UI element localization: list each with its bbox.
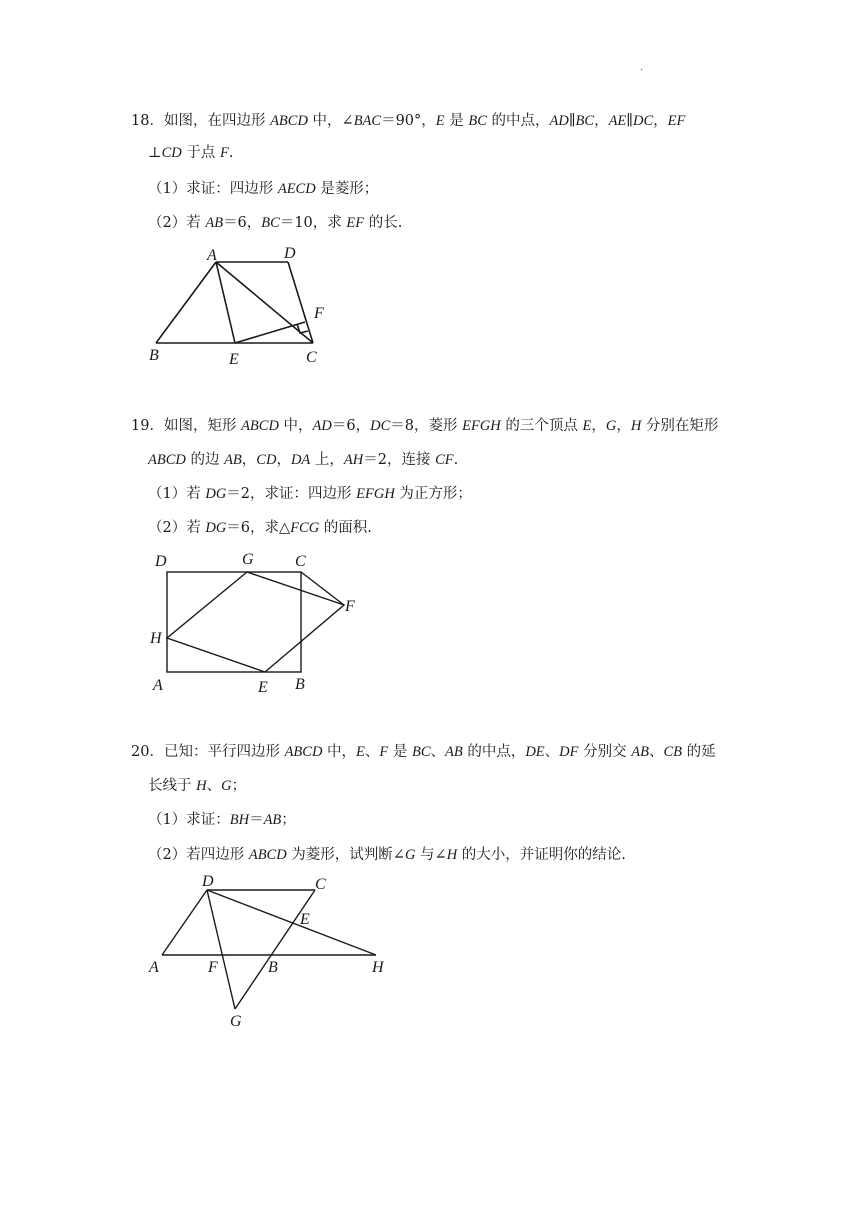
q18-label-a: A xyxy=(207,247,217,264)
q19-label-g: G xyxy=(242,551,254,568)
q18-label-e: E xyxy=(229,351,239,368)
q18-part-1: （1）求证：四边形 AECD 是菱形； xyxy=(148,181,379,197)
q19-label-a: A xyxy=(153,677,163,694)
q20-label-d: D xyxy=(202,873,214,890)
q19-part-1: （1）若 DG＝2，求证：四边形 EFGH 为正方形； xyxy=(148,486,472,502)
q20-segment-cg xyxy=(235,890,315,1009)
q19-label-d: D xyxy=(155,553,167,570)
q19-label-h: H xyxy=(150,630,162,647)
q19-line-1: 19．如图，矩形 ABCD 中，AD＝6，DC＝8，菱形 EFGH 的三个顶点 E，G，H 分别在矩形 xyxy=(131,418,719,434)
q20-label-a: A xyxy=(149,959,159,976)
q20-segment-ad xyxy=(162,890,207,955)
q19-label-c: C xyxy=(295,553,306,570)
q18-label-b: B xyxy=(149,347,159,364)
q20-label-f: F xyxy=(208,959,218,976)
q20-line-1: 20．已知：平行四边形 ABCD 中，E、F 是 BC、AB 的中点，DE、DF 分别交 AB、CB 的延 xyxy=(131,744,716,760)
q18-line-2: ⊥CD 于点 F. xyxy=(148,145,234,161)
q18-label-f: F xyxy=(314,305,324,322)
q19-line-2: ABCD 的边 AB，CD，DA 上，AH＝2，连接 CF. xyxy=(148,452,459,468)
q20-label-g: G xyxy=(230,1013,242,1030)
q20-segment-dg xyxy=(207,890,235,1009)
q20-segment-dh xyxy=(207,890,376,955)
q20-label-b: B xyxy=(268,959,278,976)
q20-label-c: C xyxy=(315,876,326,893)
header-dot: . xyxy=(640,62,644,73)
q18-label-d: D xyxy=(284,245,296,262)
q18-label-c: C xyxy=(306,349,317,366)
q20-label-h: H xyxy=(372,959,384,976)
q19-label-b: B xyxy=(295,676,305,693)
q20-label-e: E xyxy=(300,911,310,928)
q19-part-2: （2）若 DG＝6，求△FCG 的面积. xyxy=(148,520,372,536)
q19-label-f: F xyxy=(345,598,355,615)
q18-part-2: （2）若 AB＝6，BC＝10，求 EF 的长. xyxy=(148,215,403,231)
q20-part-1: （1）求证：BH＝AB； xyxy=(148,812,296,828)
q18-line-1: 18．如图，在四边形 ABCD 中，∠BAC＝90°，E 是 BC 的中点，AD∥BC，AE∥DC，EF xyxy=(131,113,686,129)
q20-line-2: 长线于 H、G； xyxy=(148,778,247,794)
q20-part-2: （2）若四边形 ABCD 为菱形，试判断∠G 与∠H 的大小，并证明你的结论. xyxy=(148,847,626,863)
q19-label-e: E xyxy=(258,679,268,696)
